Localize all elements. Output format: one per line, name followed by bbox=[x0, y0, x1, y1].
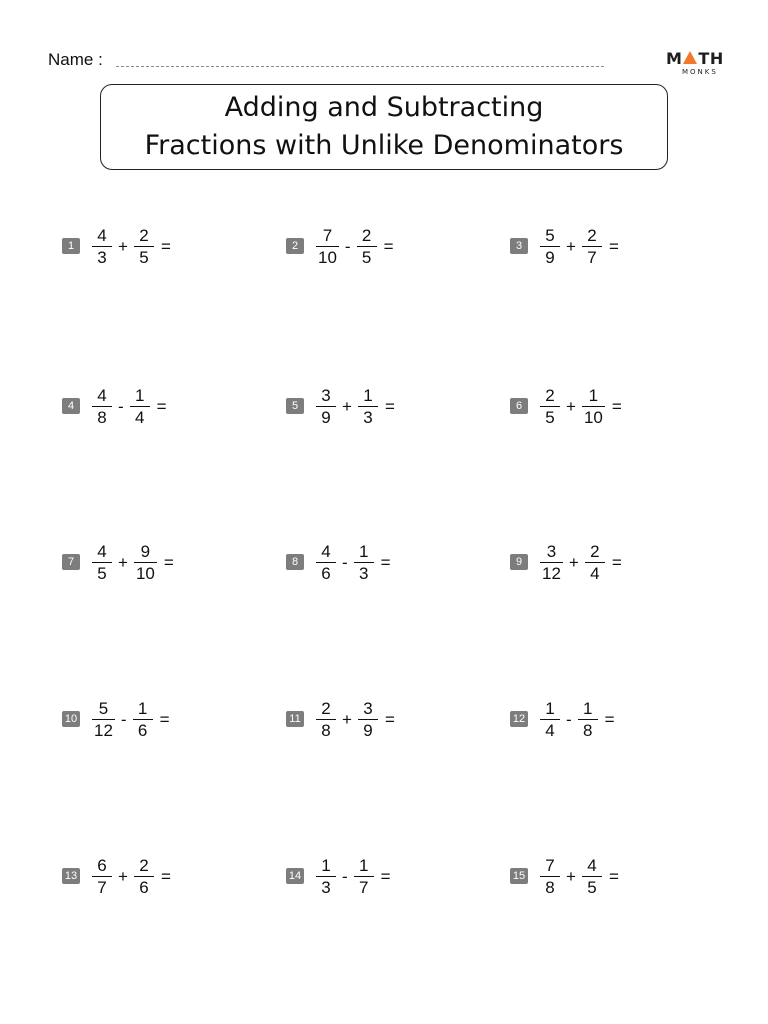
fraction-b bbox=[354, 856, 374, 897]
denominator: 9 bbox=[321, 407, 331, 427]
fraction-bar bbox=[133, 719, 153, 720]
denominator: 6 bbox=[139, 877, 149, 897]
equals-sign: = bbox=[384, 396, 395, 416]
denominator: 10 bbox=[318, 247, 337, 267]
fraction-bar bbox=[92, 719, 115, 720]
fraction-a bbox=[540, 542, 563, 583]
numerator: 2 bbox=[321, 698, 331, 718]
numerator: 1 bbox=[545, 698, 555, 718]
fraction-b bbox=[130, 386, 150, 427]
equals-sign: = bbox=[159, 709, 170, 729]
problem-number: 15 bbox=[510, 868, 528, 884]
problem-9 bbox=[510, 539, 622, 585]
numerator: 7 bbox=[322, 225, 333, 245]
denominator: 8 bbox=[97, 407, 107, 427]
denominator: 3 bbox=[363, 407, 373, 427]
name-entry-line bbox=[116, 66, 604, 67]
fraction-b bbox=[582, 856, 602, 897]
numerator: 2 bbox=[139, 855, 149, 875]
fraction-bar bbox=[354, 876, 374, 877]
numerator: 4 bbox=[97, 225, 107, 245]
problem-number: 5 bbox=[286, 398, 304, 414]
equals-sign: = bbox=[383, 236, 394, 256]
denominator: 6 bbox=[137, 720, 148, 740]
equals-sign: = bbox=[611, 396, 622, 416]
fraction-bar bbox=[582, 406, 605, 407]
denominator: 5 bbox=[139, 247, 149, 267]
numerator: 3 bbox=[321, 385, 331, 405]
problem-number: 1 bbox=[62, 238, 80, 254]
fraction-a bbox=[316, 542, 336, 583]
denominator: 7 bbox=[97, 877, 107, 897]
fraction-a bbox=[316, 699, 336, 740]
operator: + bbox=[118, 552, 128, 572]
logo-subtitle: MONKS bbox=[682, 68, 718, 76]
denominator: 3 bbox=[358, 563, 369, 583]
fraction-bar bbox=[540, 406, 560, 407]
numerator: 3 bbox=[546, 541, 557, 561]
operator: + bbox=[342, 709, 352, 729]
fraction-bar bbox=[358, 406, 378, 407]
fraction-bar bbox=[540, 246, 560, 247]
fraction-bar bbox=[92, 406, 112, 407]
operator: + bbox=[566, 866, 576, 886]
equals-sign: = bbox=[380, 866, 391, 886]
denominator: 5 bbox=[361, 247, 372, 267]
denominator: 4 bbox=[590, 563, 600, 583]
numerator: 1 bbox=[358, 855, 369, 875]
problem-number: 11 bbox=[286, 711, 304, 727]
fraction-b bbox=[134, 542, 157, 583]
problem-2 bbox=[286, 223, 394, 269]
logo-triangle-icon bbox=[683, 51, 697, 64]
fraction-b bbox=[585, 542, 605, 583]
fraction-a bbox=[92, 386, 112, 427]
fraction-bar bbox=[134, 876, 154, 877]
operator: + bbox=[568, 552, 579, 572]
numerator: 9 bbox=[140, 541, 151, 561]
numerator: 5 bbox=[98, 698, 109, 718]
numerator: 3 bbox=[363, 698, 373, 718]
problem-10 bbox=[62, 696, 170, 742]
denominator: 3 bbox=[97, 247, 107, 267]
operator: + bbox=[118, 236, 128, 256]
fraction-bar bbox=[92, 562, 112, 563]
fraction-b bbox=[357, 226, 377, 267]
problem-number: 4 bbox=[62, 398, 80, 414]
denominator: 7 bbox=[587, 247, 597, 267]
numerator: 7 bbox=[545, 855, 555, 875]
fraction-bar bbox=[92, 246, 112, 247]
problem-number: 14 bbox=[286, 868, 304, 884]
equals-sign: = bbox=[163, 552, 174, 572]
fraction-a bbox=[540, 856, 560, 897]
problem-11 bbox=[286, 696, 395, 742]
problem-1 bbox=[62, 223, 171, 269]
fraction-a bbox=[540, 226, 560, 267]
denominator: 8 bbox=[582, 720, 593, 740]
fraction-b bbox=[358, 386, 378, 427]
numerator: 1 bbox=[134, 385, 145, 405]
numerator: 4 bbox=[97, 385, 107, 405]
fraction-b bbox=[134, 226, 154, 267]
denominator: 8 bbox=[321, 720, 331, 740]
problem-15 bbox=[510, 853, 619, 899]
fraction-a bbox=[92, 542, 112, 583]
fraction-a bbox=[540, 386, 560, 427]
problem-number: 12 bbox=[510, 711, 528, 727]
numerator: 1 bbox=[363, 385, 373, 405]
equals-sign: = bbox=[380, 552, 391, 572]
fraction-bar bbox=[92, 876, 112, 877]
numerator: 1 bbox=[321, 855, 331, 875]
equals-sign: = bbox=[156, 396, 167, 416]
fraction-bar bbox=[316, 719, 336, 720]
operator: + bbox=[118, 866, 128, 886]
problem-number: 6 bbox=[510, 398, 528, 414]
operator: + bbox=[566, 236, 576, 256]
fraction-b bbox=[578, 699, 598, 740]
fraction-bar bbox=[358, 719, 378, 720]
denominator: 5 bbox=[587, 877, 597, 897]
equals-sign: = bbox=[608, 236, 619, 256]
fraction-bar bbox=[354, 562, 374, 563]
title-line-1: Adding and Subtracting bbox=[224, 92, 544, 123]
fraction-bar bbox=[316, 246, 339, 247]
problem-number: 9 bbox=[510, 554, 528, 570]
fraction-bar bbox=[357, 246, 377, 247]
fraction-b bbox=[133, 699, 153, 740]
numerator: 2 bbox=[590, 541, 600, 561]
fraction-b bbox=[582, 226, 602, 267]
math-monks-logo bbox=[666, 50, 726, 77]
denominator: 4 bbox=[545, 720, 555, 740]
fraction-bar bbox=[316, 876, 336, 877]
fraction-b bbox=[358, 699, 378, 740]
denominator: 5 bbox=[545, 407, 555, 427]
operator: - bbox=[344, 236, 351, 256]
problem-number: 7 bbox=[62, 554, 80, 570]
fraction-a bbox=[92, 699, 115, 740]
denominator: 4 bbox=[134, 407, 145, 427]
fraction-bar bbox=[134, 562, 157, 563]
denominator: 9 bbox=[545, 247, 555, 267]
fraction-bar bbox=[582, 246, 602, 247]
fraction-bar bbox=[130, 406, 150, 407]
numerator: 5 bbox=[545, 225, 555, 245]
problem-14 bbox=[286, 853, 391, 899]
numerator: 4 bbox=[97, 541, 107, 561]
problem-5 bbox=[286, 383, 395, 429]
operator: - bbox=[120, 709, 127, 729]
numerator: 2 bbox=[361, 225, 372, 245]
denominator: 8 bbox=[545, 877, 555, 897]
equals-sign: = bbox=[608, 866, 619, 886]
numerator: 1 bbox=[358, 541, 369, 561]
denominator: 5 bbox=[97, 563, 107, 583]
fraction-bar bbox=[316, 406, 336, 407]
denominator: 9 bbox=[363, 720, 373, 740]
fraction-b bbox=[354, 542, 374, 583]
denominator: 7 bbox=[358, 877, 369, 897]
fraction-a bbox=[316, 386, 336, 427]
fraction-a bbox=[540, 699, 560, 740]
problem-7 bbox=[62, 539, 174, 585]
fraction-bar bbox=[134, 246, 154, 247]
fraction-bar bbox=[585, 562, 605, 563]
problem-6 bbox=[510, 383, 622, 429]
fraction-bar bbox=[582, 876, 602, 877]
problem-number: 8 bbox=[286, 554, 304, 570]
numerator: 2 bbox=[139, 225, 149, 245]
fraction-bar bbox=[540, 876, 560, 877]
denominator: 12 bbox=[94, 720, 113, 740]
fraction-bar bbox=[316, 562, 336, 563]
operator: - bbox=[342, 552, 348, 572]
numerator: 1 bbox=[137, 698, 148, 718]
problem-8 bbox=[286, 539, 391, 585]
operator: - bbox=[118, 396, 124, 416]
numerator: 1 bbox=[582, 698, 593, 718]
title-line-2: Fractions with Unlike Denominators bbox=[144, 130, 624, 161]
fraction-a bbox=[316, 226, 339, 267]
numerator: 2 bbox=[545, 385, 555, 405]
fraction-b bbox=[134, 856, 154, 897]
fraction-a bbox=[316, 856, 336, 897]
operator: - bbox=[566, 709, 572, 729]
equals-sign: = bbox=[611, 552, 622, 572]
fraction-a bbox=[92, 856, 112, 897]
problem-3 bbox=[510, 223, 619, 269]
denominator: 6 bbox=[321, 563, 331, 583]
operator: - bbox=[342, 866, 348, 886]
denominator: 3 bbox=[321, 877, 331, 897]
equals-sign: = bbox=[604, 709, 615, 729]
operator: + bbox=[342, 396, 352, 416]
problem-12 bbox=[510, 696, 615, 742]
numerator: 6 bbox=[97, 855, 107, 875]
fraction-b bbox=[582, 386, 605, 427]
numerator: 4 bbox=[321, 541, 331, 561]
numerator: 2 bbox=[587, 225, 597, 245]
equals-sign: = bbox=[384, 709, 395, 729]
denominator: 10 bbox=[583, 407, 603, 427]
denominator: 12 bbox=[542, 563, 561, 583]
logo-wordmark: M TH bbox=[666, 49, 724, 68]
name-label: Name : bbox=[48, 50, 103, 69]
problem-number: 13 bbox=[62, 868, 80, 884]
problem-4 bbox=[62, 383, 167, 429]
denominator: 10 bbox=[135, 563, 155, 583]
worksheet-title-box bbox=[100, 84, 668, 170]
numerator: 1 bbox=[588, 385, 599, 405]
fraction-bar bbox=[578, 719, 598, 720]
problem-number: 2 bbox=[286, 238, 304, 254]
fraction-a bbox=[92, 226, 112, 267]
problem-number: 10 bbox=[62, 711, 80, 727]
fraction-bar bbox=[540, 562, 563, 563]
fraction-bar bbox=[540, 719, 560, 720]
problem-13 bbox=[62, 853, 171, 899]
equals-sign: = bbox=[160, 866, 171, 886]
operator: + bbox=[566, 396, 576, 416]
problem-number: 3 bbox=[510, 238, 528, 254]
numerator: 4 bbox=[587, 855, 597, 875]
equals-sign: = bbox=[160, 236, 171, 256]
